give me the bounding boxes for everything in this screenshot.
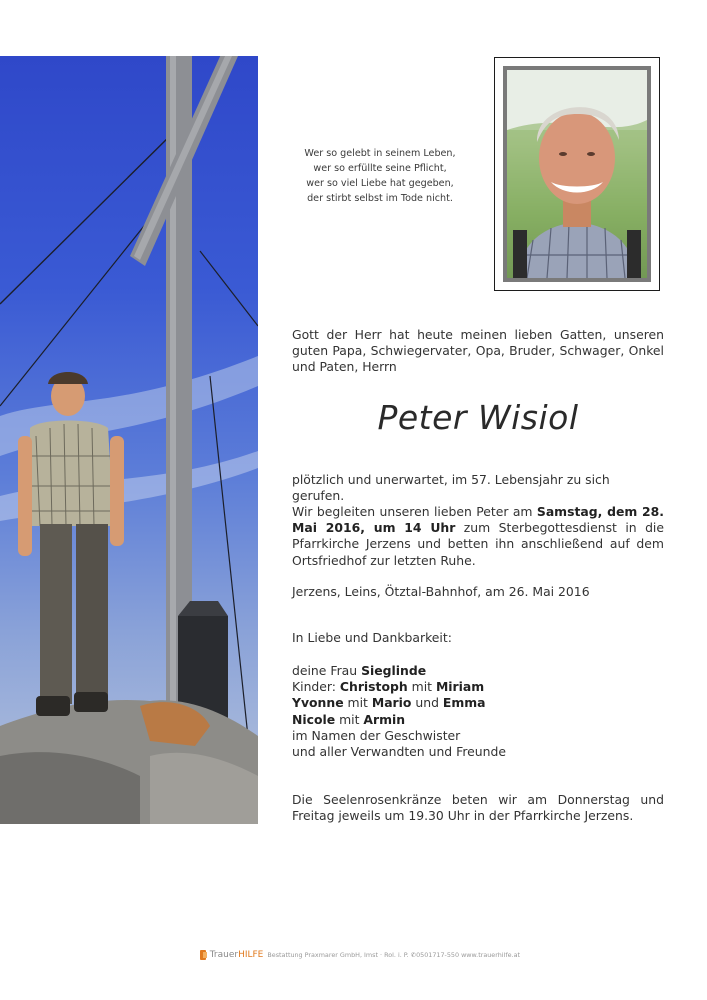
closing-line: In Liebe und Dankbarkeit: [292,630,452,645]
family-child-3: Nicole mit Armin [292,711,406,727]
summit-photo [0,56,258,824]
funeral-details [292,504,664,569]
family-wife: deine Frau Sieglinde [292,663,427,678]
footer-brand: TrauerHILFE [209,950,264,960]
poem-line: wer so viel Liebe hat gegeben, [306,178,454,189]
family-child-2: Yvonne mit Mario und Emma [292,695,486,711]
portrait-frame [494,57,660,291]
rosary-text: Die Seelenrosenkränze beten wir am Donnerstag und Freitag jeweils um 19.30 Uhr in der Pfarrkirche Jerzens. [292,792,664,824]
poem-line: der stirbt selbst im Tode nicht. [307,193,453,204]
place-date: Jerzens, Leins, Ötztal-Bahnhof, am 26. Mai 2016 [292,584,590,599]
intro-text: Gott der Herr hat heute meinen lieben Gatten, unseren guten Papa, Schwiegervater, Opa, Bruder, Schwager, Onkel und Paten, Herrn [292,327,664,375]
death-note: plötzlich und unerwartet, im 57. Lebensjahr zu sich gerufen. [292,472,610,504]
poem [290,146,470,206]
family-children: Kinder: Christoph mit Miriam [292,679,485,695]
funeral-text-2: zum Sterbegottesdienst in die Pfarrkirche Jerzens und betten ihn anschließend auf dem Ortsfriedhof zur letzten Ruhe. [292,520,664,568]
portrait-photo [503,66,651,282]
family-siblings: im Namen der Geschwister [292,727,461,743]
trauerhilfe-logo-icon [200,950,206,960]
deceased-name: Peter Wisiol [377,398,579,437]
family-list [292,663,664,760]
poem-line: Wer so gelebt in seinem Leben, [304,148,456,159]
funeral-text-1: Wir begleiten unseren lieben Peter am [292,504,537,519]
funeral-date: Samstag, dem 28. Mai 2016, um 14 Uhr [292,504,664,536]
footer [200,948,520,962]
poem-line: wer so erfüllte seine Pflicht, [313,163,447,174]
footer-text: Bestattung Praxmarer GmbH, Imst · Rol. i. P. ✆0501717-550 www.trauerhilfe.at [267,951,520,959]
family-relatives: und aller Verwandten und Freunde [292,744,506,760]
